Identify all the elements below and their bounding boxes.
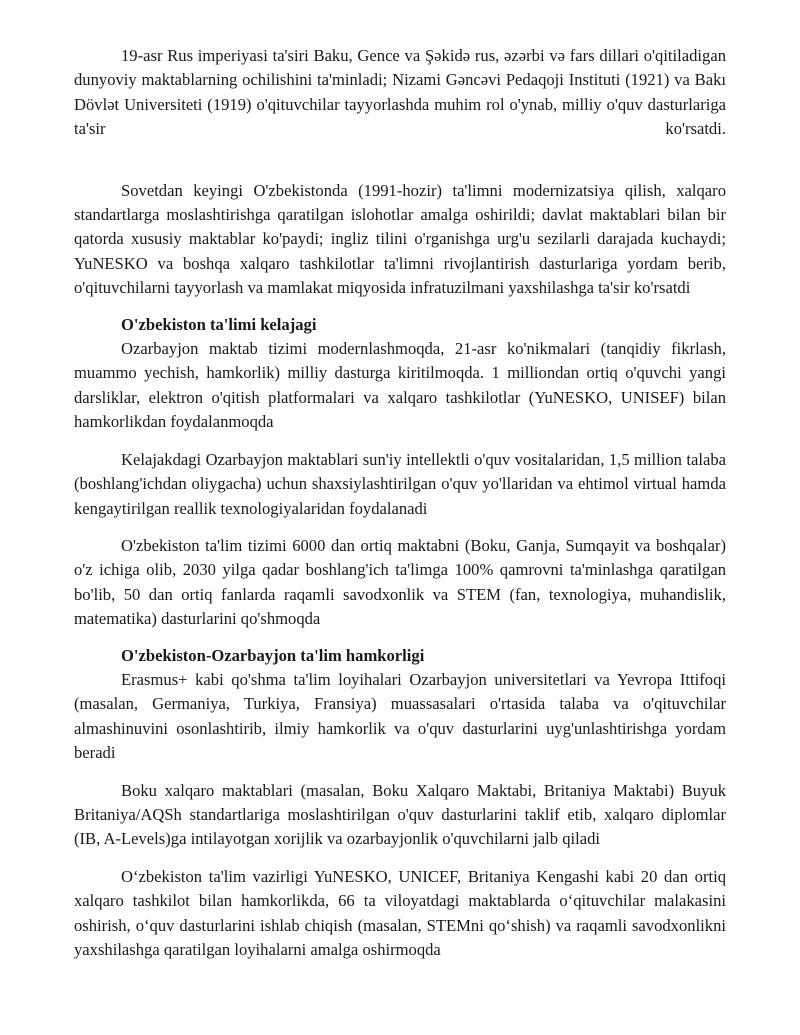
paragraph-future-schools: Kelajakdagi Ozarbayjon maktablari sun'iy intellektli o'quv vositalaridan, 1,5 million talaba (boshlang'ichdan oliygacha) uchun shaxsiylashtirilgan o'quv yo'llaridan va ehtimol virtual hamda kengaytirilgan reallik texnologiyalaridan foydalanadi — [74, 449, 726, 518]
section-heading-future: O'zbekiston ta'limi kelajagi — [121, 314, 317, 334]
paragraph-education-system: O'zbekiston ta'lim tizimi 6000 dan ortiq maktabni (Boku, Ganja, Sumqayit va boshqalar) o'z ichiga olib, 2030 yilga qadar boshlang'ich ta'limga 100% qamrovni ta'minlashga qaratilgan bo'lib, 50 dan ortiq fanlarda raqamli savodxonlik va STEM (fan, texnologiya, muhandislik, matematika) dasturlarini qo'shmoqda — [74, 535, 726, 629]
spacer — [74, 142, 726, 179]
spacer — [74, 632, 726, 644]
document-page — [74, 44, 726, 962]
paragraph-imperial-era: 19-asr Rus imperiyasi ta'siri Baku, Gence va Şəkidə rus, əzərbi və fars dillari o'qitiladigan dunyoviy maktablarning ochilishini ta'minladi; Nizami Gəncəvi Pedaqoji Instituti (1921) va Bakı Dövlət Universiteti (1919) o'qituvchilar tayyorlashda muhim rol o'ynab, milliy o'quv dasturlariga ta'sir ko'rsatdi. — [74, 46, 726, 139]
spacer — [74, 852, 726, 865]
spacer — [74, 521, 726, 534]
section-heading-cooperation: O'zbekiston-Ozarbayjon ta'lim hamkorligi — [121, 645, 425, 665]
spacer — [74, 301, 726, 313]
paragraph-international-schools: Boku xalqaro maktablari (masalan, Boku Xalqaro Maktabi, Britaniya Maktabi) Buyuk Britaniya/AQSh standartlariga moslashtirilgan o'quv dasturlarini taklif etib, xalqaro diplomlar (IB, A-Levels)ga intilayotgan xorijlik va ozarbayjonlik o'quvchilarni jalb qiladi — [74, 780, 726, 849]
paragraph-post-soviet-reforms: Sovetdan keyingi O'zbekistonda (1991-hozir) ta'limni modernizatsiya qilish, xalqaro standartlarga moslashtirishga qaratilgan islohotlar amalga oshirildi; davlat maktablari bilan bir qatorda xususiy maktablar ko'paydi; ingliz tilini o'rganishga urg'u sezilarli darajada kuchaydi; YuNESKO va boshqa xalqaro tashkilotlar ta'limni rivojlantirish dasturlariga yordam berib, o'qituvchilarni tayyorlash va mamlakat miqyosida infratuzilmani yaxshilashga ta'sir ko'rsatdi — [74, 180, 726, 298]
spacer — [74, 435, 726, 448]
spacer — [74, 766, 726, 779]
paragraph-modernization: Ozarbayjon maktab tizimi modernlashmoqda, 21-asr ko'nikmalari (tanqidiy fikrlash, muammo yechish, hamkorlik) milliy dasturga kiritilmoqda. 1 milliondan ortiq o'quvchi yangi darsliklar, elektron o'qitish platformalari va xalqaro tashkilotlar (YuNESKO, UNISEF) bilan hamkorlikdan foydalanmoqda — [74, 339, 726, 432]
paragraph-erasmus: Erasmus+ kabi qo'shma ta'lim loyihalari Ozarbayjon universitetlari va Yevropa Ittifoqi (masalan, Germaniya, Turkiya, Fransiya) muassasalari o'rtasida talaba va o'qituvchilar almashinuvini osonlashtirib, ilmiy hamkorlik va o'quv dasturlarini uyg'unlashtirishga yordam beradi — [74, 669, 726, 763]
paragraph-ministry-partnerships: O‘zbekiston ta'lim vazirligi YuNESKO, UNICEF, Britaniya Kengashi kabi 20 dan ortiq xalqaro tashkilot bilan hamkorlikda, 66 ta viloyatdagi maktablarda o‘qituvchilar malakasini oshirish, o‘quv dasturlarini ishlab chiqish (masalan, STEMni qo‘shish) va raqamli savodxonlikni yaxshilashga qaratilgan loyihalarni amalga oshirmoqda — [74, 866, 726, 959]
